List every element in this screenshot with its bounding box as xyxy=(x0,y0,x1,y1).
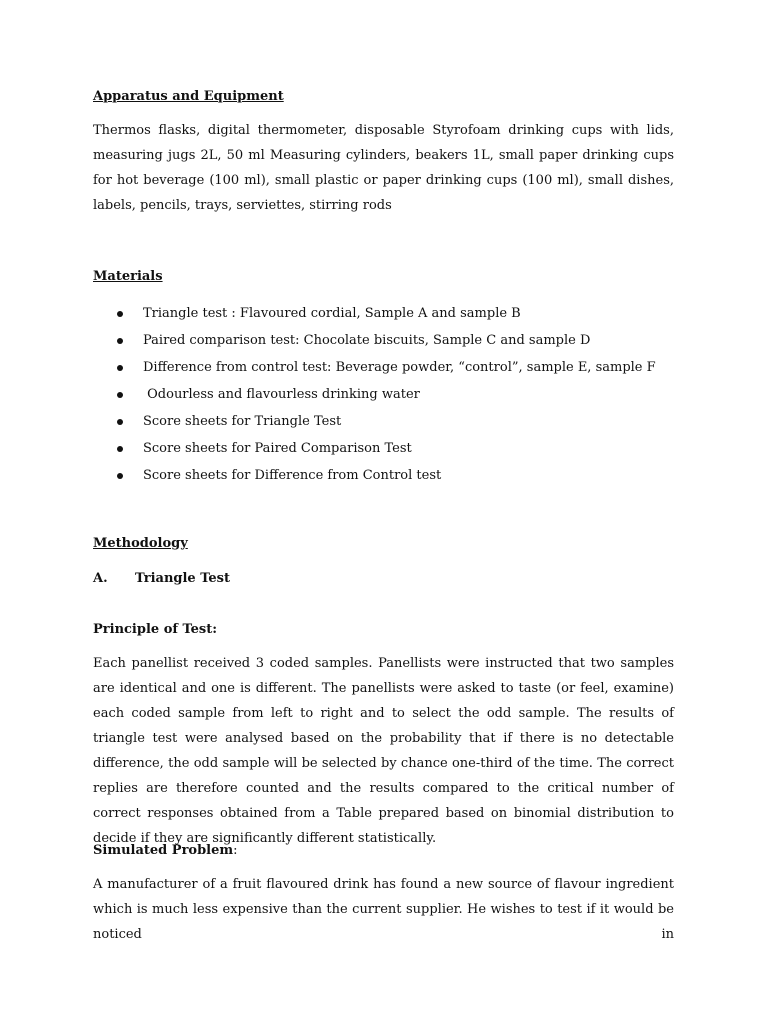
bullet-icon xyxy=(117,392,123,398)
bullet-icon xyxy=(117,311,123,317)
section-letter: A. xyxy=(93,571,108,586)
principle-paragraph: Each panellist received 3 coded samples. Panellists were instructed that two samples are identical and one is different. The panellists were asked to taste (or feel, examine) each coded sample from left to right and to select the odd sample. The results of triangle test were analysed based on the probability that if there is no detectable difference, the odd sample will be selected by chance one-third of the time. The correct replies are therefore counted and the results compared to the critical number of correct responses obtained from a Table prepared based on binomial distribution to decide if they are significantly different statistically. xyxy=(93,656,674,846)
list-item-text: Score sheets for Paired Comparison Test xyxy=(143,441,412,456)
list-item xyxy=(93,381,656,408)
problem-heading-line xyxy=(93,843,238,859)
list-item xyxy=(93,435,656,462)
list-item xyxy=(93,327,656,354)
bullet-icon xyxy=(117,473,123,479)
list-item-text: Difference from control test: Beverage powder, “control”, sample E, sample F xyxy=(143,360,656,375)
list-item-text: Triangle test : Flavoured cordial, Sample A and sample B xyxy=(143,306,521,321)
methodology-heading: Methodology xyxy=(93,536,188,551)
list-item-text: Paired comparison test: Chocolate biscuits, Sample C and sample D xyxy=(143,333,591,348)
apparatus-heading: Apparatus and Equipment xyxy=(93,89,284,104)
list-item xyxy=(93,462,656,489)
principle-heading: Principle of Test: xyxy=(93,622,218,637)
section-title: Triangle Test xyxy=(135,571,230,586)
list-item xyxy=(93,354,656,381)
bullet-icon xyxy=(117,338,123,344)
problem-heading: Simulated Problem xyxy=(93,843,234,858)
list-item-text: Score sheets for Difference from Control test xyxy=(143,468,442,483)
problem-colon: : xyxy=(233,843,238,858)
section-a-title xyxy=(93,571,230,587)
list-item-text: Score sheets for Triangle Test xyxy=(143,414,342,429)
list-item xyxy=(93,300,656,327)
bullet-icon xyxy=(117,446,123,452)
materials-heading: Materials xyxy=(93,269,163,284)
problem-paragraph: A manufacturer of a fruit flavoured drink has found a new source of flavour ingredient which is much less expensive than the current supplier. He wishes to test if it would be noticed in xyxy=(93,877,674,942)
materials-list xyxy=(93,300,656,489)
list-item-text: Odourless and flavourless drinking water xyxy=(143,387,420,402)
list-item xyxy=(93,408,656,435)
bullet-icon xyxy=(117,365,123,371)
apparatus-paragraph: Thermos flasks, digital thermometer, disposable Styrofoam drinking cups with lids, measuring jugs 2L, 50 ml Measuring cylinders, beakers 1L, small paper drinking cups for hot beverage (100 ml), small plastic or paper drinking cups (100 ml), small dishes, labels, pencils, trays, serviettes, stirring rods xyxy=(93,123,674,213)
bullet-icon xyxy=(117,419,123,425)
